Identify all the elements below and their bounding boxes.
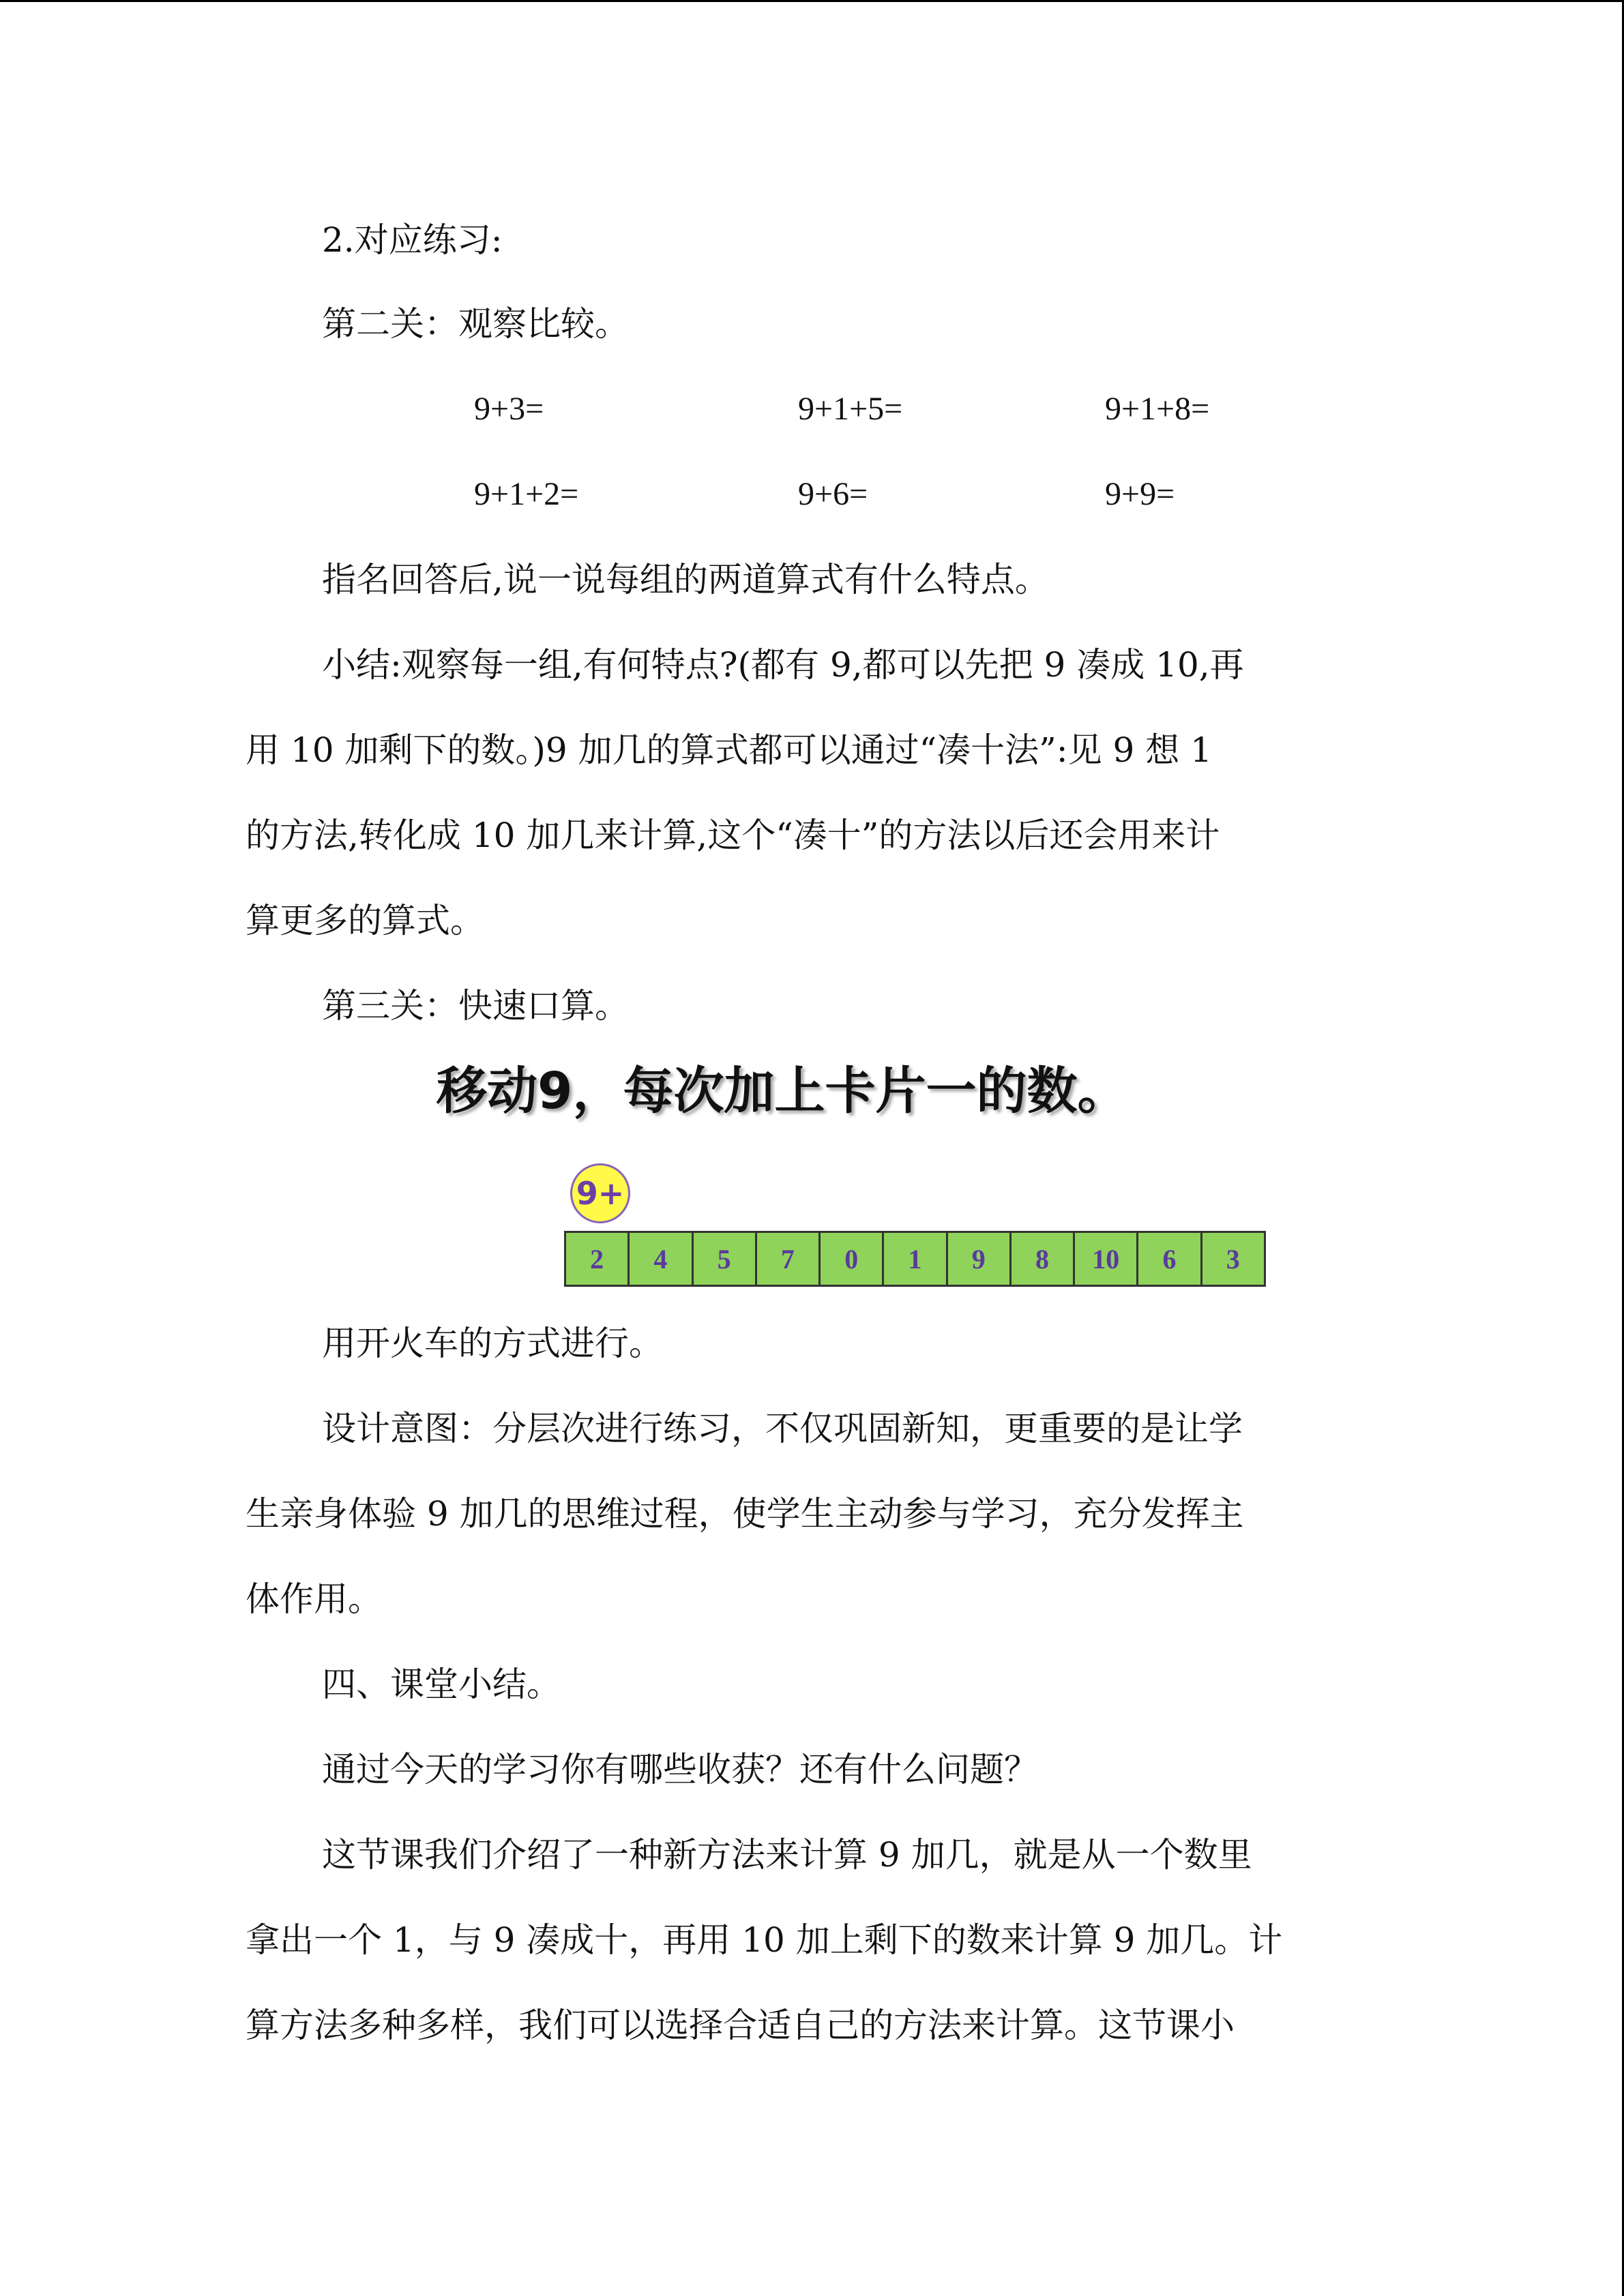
number-card-strip [564,1231,1266,1287]
number-card: 8 [1012,1233,1075,1285]
equation: 9+1+2= [474,476,579,512]
design-intent-line: 体作用。 [246,1579,382,1619]
number-card: 4 [630,1233,693,1285]
train-text: 用开火车的方式进行。 [322,1324,663,1363]
equation: 9+9= [1105,476,1175,512]
number-card: 9 [948,1233,1012,1285]
instruction-answer: 指名回答后,说一说每组的两道算式有什么特点。 [322,560,1049,599]
number-card: 0 [821,1233,884,1285]
nine-plus-badge: 9+ [570,1163,630,1223]
summary-line: 小结:观察每一组,有何特点?(都有 9,都可以先把 9 凑成 10,再 [322,645,1244,685]
conclusion-line: 这节课我们介绍了一种新方法来计算 9 加几，就是从一个数里 [322,1835,1252,1875]
part4-title: 四、课堂小结。 [322,1665,561,1704]
conclusion-line: 算方法多种多样，我们可以选择合适自己的方法来计算。这节课小 [246,2006,1235,2045]
equation: 9+1+5= [798,391,903,427]
equation: 9+1+8= [1105,391,1210,427]
section-title: 2.对应练习: [322,220,503,260]
equation: 9+6= [798,476,868,512]
equation: 9+3= [474,391,544,427]
question-text: 通过今天的学习你有哪些收获？还有什么问题？ [322,1750,1038,1789]
summary-line: 算更多的算式。 [246,901,484,940]
slide-heading: 移动9，每次加上卡片一的数。 [437,1062,1128,1120]
number-card: 1 [884,1233,947,1285]
level3-title: 第三关：快速口算。 [322,986,629,1026]
number-card: 6 [1138,1233,1202,1285]
number-card: 10 [1075,1233,1138,1285]
number-card: 5 [694,1233,757,1285]
number-card: 7 [757,1233,821,1285]
number-card: 2 [566,1233,630,1285]
design-intent-line: 生亲身体验 9 加几的思维过程，使学生主动参与学习，充分发挥主 [246,1494,1244,1534]
design-intent-line: 设计意图：分层次进行练习，不仅巩固新知，更重要的是让学 [322,1409,1243,1448]
conclusion-line: 拿出一个 1，与 9 凑成十，再用 10 加上剩下的数来计算 9 加几。计 [246,1920,1283,1960]
number-card: 3 [1202,1233,1264,1285]
level2-title: 第二关：观察比较。 [322,304,629,344]
summary-line: 用 10 加剩下的数。)9 加几的算式都可以通过“凑十法”:见 9 想 1 [246,730,1212,770]
summary-line: 的方法,转化成 10 加几来计算,这个“凑十”的方法以后还会用来计 [246,816,1220,855]
